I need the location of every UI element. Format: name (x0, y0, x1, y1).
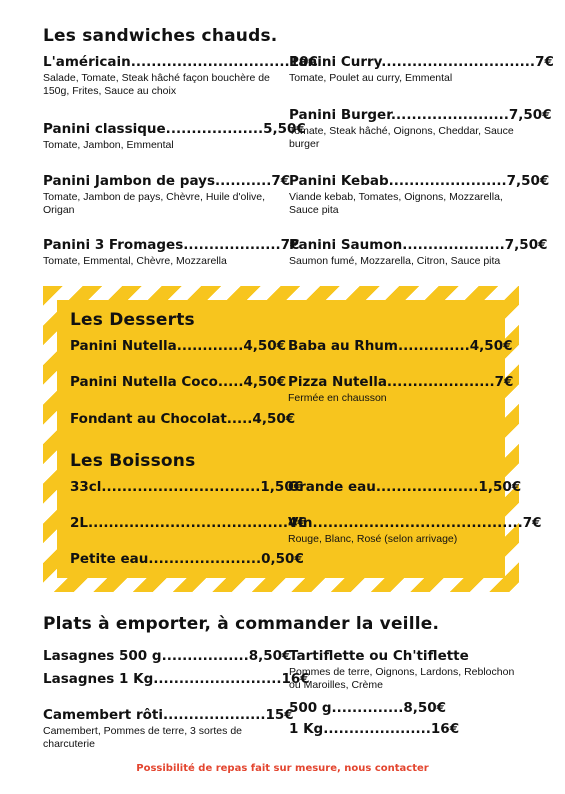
menu-item (43, 648, 292, 664)
item-description: Tomate, Poulet au curry, Emmental (289, 72, 453, 84)
menu-item (289, 700, 521, 716)
desserts-title: Les Desserts (70, 310, 195, 330)
item-description: Fermée en chausson (288, 392, 387, 404)
item-description: Tomate, Steak hâché, Oignons, Cheddar, Sauce burger (289, 125, 514, 150)
item-line: Panini Nutella.............4,50€ (70, 338, 287, 354)
item-line: Petite eau......................0,50€ (70, 551, 304, 567)
menu-item (70, 338, 287, 354)
item-line: Fondant au Chocolat.....4,50€ (70, 411, 296, 427)
menu-item (288, 479, 522, 495)
item-description: Saumon fumé, Mozzarella, Citron, Sauce pita (289, 255, 501, 267)
menu-item (43, 237, 300, 268)
menu-item (43, 671, 310, 687)
item-line: 33cl...............................1,50€ (70, 479, 304, 495)
item-description: Tomate, Jambon de pays, Chèvre, Huile d'olive, Origan (43, 191, 266, 216)
menu-item (289, 648, 521, 692)
item-line: Lasagnes 500 g.................8,50€ (43, 648, 292, 664)
item-description: Camembert, Pommes de terre, 3 sortes de charcuterie (43, 725, 242, 750)
item-line: Panini classique...................5,50€ (43, 121, 306, 137)
drinks-title: Les Boissons (70, 451, 196, 471)
menu-item (70, 479, 304, 495)
item-description: Rouge, Blanc, Rosé (selon arrivage) (288, 533, 458, 545)
item-line: Camembert rôti....................15€ (43, 707, 294, 723)
menu-item (288, 374, 514, 405)
item-line: Vin.........................................7€ (288, 515, 542, 531)
item-line: Panini 3 Fromages...................7€ (43, 237, 300, 253)
menu-item (289, 173, 550, 217)
item-line: Panini Jambon de pays...........7€ (43, 173, 291, 189)
hot-sandwiches-title: Les sandwiches chauds. (43, 26, 278, 46)
item-description: Tomate, Emmental, Chèvre, Mozzarella (43, 255, 227, 267)
item-line: Panini Kebab.......................7,50€ (289, 173, 550, 189)
item-description: Viande kebab, Tomates, Oignons, Mozzarella, Sauce pita (289, 191, 503, 216)
item-line: Grande eau....................1,50€ (288, 479, 522, 495)
item-line: 2L.......................................4€ (70, 515, 307, 531)
menu-item (289, 721, 521, 737)
menu-item (43, 54, 318, 98)
menu-item (43, 173, 291, 217)
menu-item (289, 237, 548, 268)
item-line: Panini Burger.......................7,50€ (289, 107, 552, 123)
desserts-drinks-panel (43, 286, 542, 592)
menu-item (289, 54, 554, 85)
menu-item (43, 707, 294, 751)
item-line: 500 g..............8,50€ (289, 700, 447, 716)
menu-item (70, 515, 307, 531)
menu-item (70, 551, 304, 567)
item-description: Tomate, Jambon, Emmental (43, 139, 174, 151)
item-line: Baba au Rhum..............4,50€ (288, 338, 513, 354)
item-line: Pizza Nutella.....................7€ (288, 374, 514, 390)
menu-item (70, 374, 287, 390)
item-line: Panini Nutella Coco.....4,50€ (70, 374, 287, 390)
menu-item (288, 515, 542, 546)
item-line: 1 Kg.....................16€ (289, 721, 460, 737)
menu-item (288, 338, 513, 354)
item-line: Lasagnes 1 Kg.........................16€ (43, 671, 310, 687)
footer-note: Possibilité de repas fait sur mesure, nous contacter (136, 763, 429, 774)
item-line: Panini Curry..............................7€ (289, 54, 554, 70)
item-line: Tartiflette ou Ch'tiflette (289, 648, 469, 664)
takeaway-title: Plats à emporter, à commander la veille. (43, 614, 440, 634)
menu-item (70, 411, 296, 427)
item-description: Pommes de terre, Oignons, Lardons, Reblochon ou Maroilles, Crème (289, 666, 515, 691)
menu-item (289, 107, 552, 151)
menu-item (43, 121, 306, 152)
item-description: Salade, Tomate, Steak hâché façon bouchère de 150g, Frites, Sauce au choix (43, 72, 270, 97)
item-line: L'américain...............................10€ (43, 54, 318, 70)
item-line: Panini Saumon....................7,50€ (289, 237, 548, 253)
